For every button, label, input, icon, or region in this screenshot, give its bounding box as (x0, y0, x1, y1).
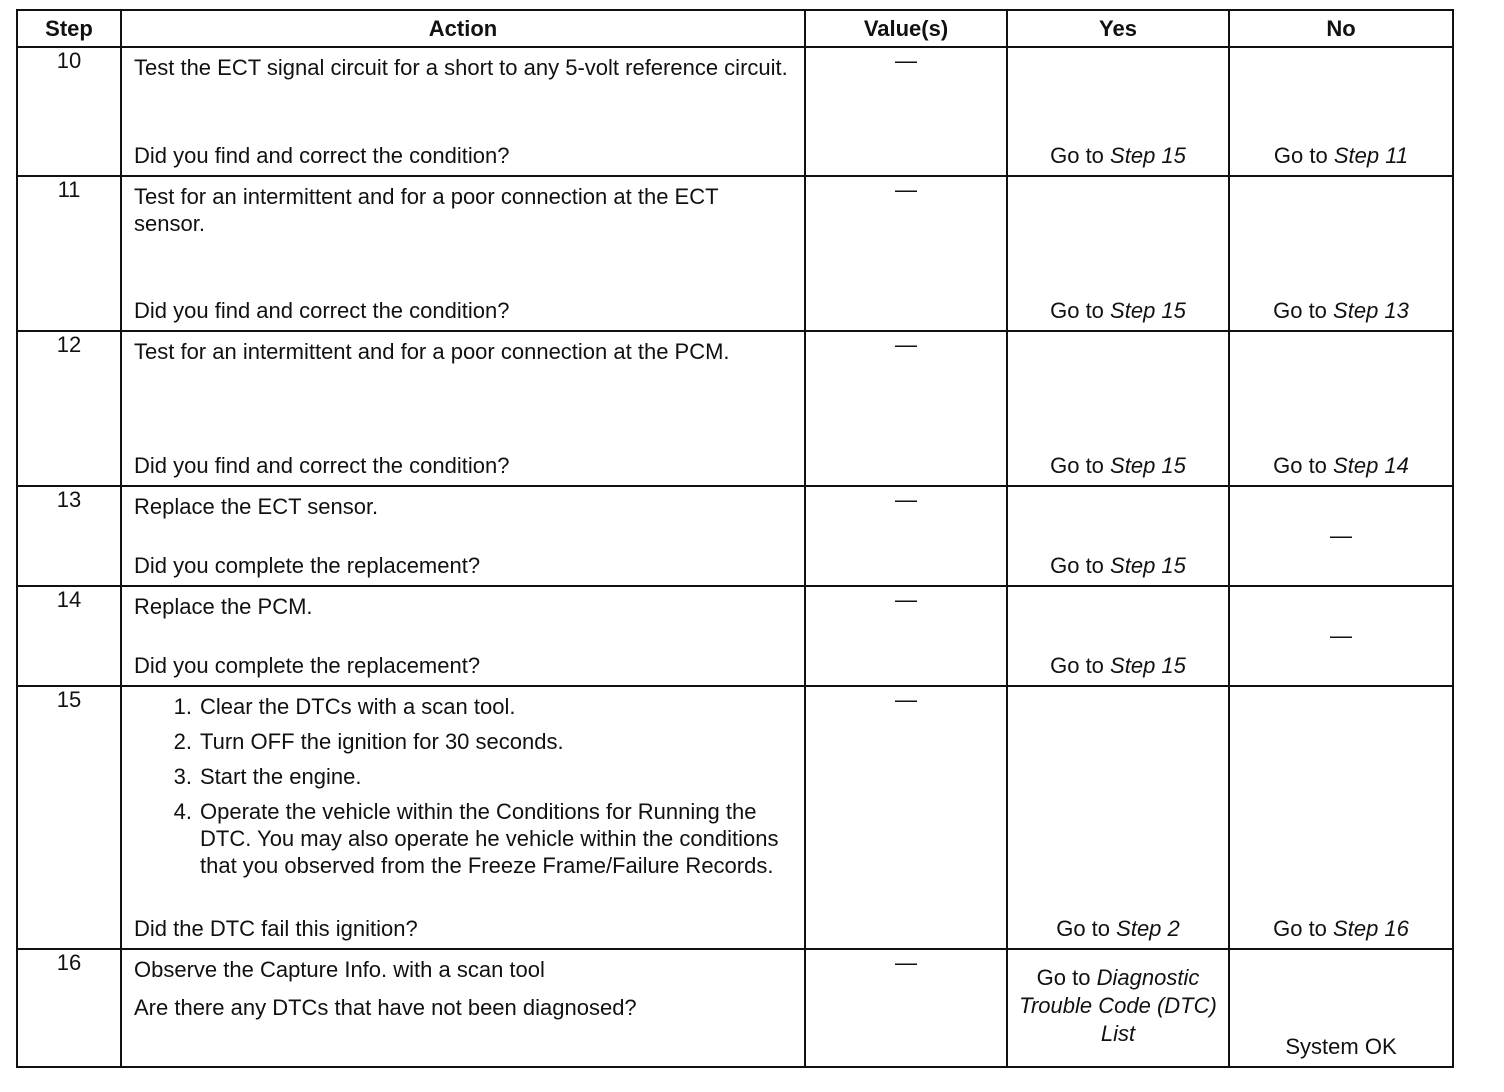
action-cell (121, 331, 805, 486)
value-cell: — (805, 331, 1007, 486)
no-step-link[interactable]: Step 11 (1333, 143, 1409, 168)
header-values: Value(s) (805, 10, 1007, 47)
go-to-text: Go to (1273, 916, 1327, 941)
no-cell (1229, 176, 1453, 331)
action-text: Observe the Capture Info. with a scan tool (134, 957, 545, 982)
table-row (17, 686, 1453, 949)
table-row (17, 586, 1453, 686)
action-cell (121, 486, 805, 586)
step-number: 13 (17, 486, 121, 586)
step-number: 12 (17, 331, 121, 486)
table-row (17, 949, 1453, 1067)
list-item: 1. Clear the DTCs with a scan tool. (173, 694, 516, 719)
list-item: 4. Operate the vehicle within the Conditions for Running the DTC. You may also operate he vehicle within the conditions that you observed from the Freeze Frame/Failure Records. (173, 799, 779, 878)
action-cell (121, 586, 805, 686)
yes-cell (1007, 949, 1229, 1067)
go-to-text: Go to (1050, 653, 1104, 678)
go-to-text: Go to (1273, 298, 1327, 323)
no-step-link[interactable]: Step 13 (1333, 298, 1409, 323)
step-number: 11 (17, 176, 121, 331)
table-row (17, 486, 1453, 586)
action-text: Test the ECT signal circuit for a short to any 5-volt reference circuit. (134, 55, 788, 80)
value-cell: — (805, 586, 1007, 686)
action-text: Replace the ECT sensor. (134, 494, 379, 519)
action-cell (121, 949, 805, 1067)
go-to-text: Go to (1036, 965, 1091, 990)
header-action: Action (121, 10, 805, 47)
go-to-text: Go to (1050, 143, 1104, 168)
no-cell (1229, 686, 1453, 949)
header-row (17, 10, 1453, 47)
yes-step-link[interactable]: Step 15 (1110, 453, 1186, 478)
yes-step-link[interactable]: Step 15 (1110, 143, 1186, 168)
action-text: Test for an intermittent and for a poor connection at the ECT sensor. (134, 184, 719, 236)
list-item: 2. Turn OFF the ignition for 30 seconds. (173, 729, 564, 754)
diagnostic-table (16, 9, 1454, 1068)
action-text: Replace the PCM. (134, 594, 313, 619)
header-no: No (1229, 10, 1453, 47)
no-cell (1229, 47, 1453, 176)
yes-step-link[interactable]: Step 15 (1110, 653, 1186, 678)
value-cell: — (805, 47, 1007, 176)
go-to-text: Go to (1273, 143, 1328, 168)
list-item: 3. Start the engine. (173, 764, 362, 789)
no-cell (1229, 486, 1453, 586)
table-row (17, 47, 1453, 176)
action-cell (121, 176, 805, 331)
step-number: 16 (17, 949, 121, 1067)
value-cell: — (805, 949, 1007, 1067)
yes-cell (1007, 586, 1229, 686)
no-dash: — (1330, 623, 1352, 648)
action-question: Did you complete the replacement? (134, 653, 481, 678)
header-step: Step (17, 10, 121, 47)
system-ok-text: System OK (1285, 1034, 1397, 1059)
no-cell (1229, 586, 1453, 686)
value-cell: — (805, 486, 1007, 586)
step-number: 14 (17, 586, 121, 686)
go-to-text: Go to (1056, 916, 1111, 941)
go-to-text: Go to (1273, 453, 1327, 478)
action-question: Are there any DTCs that have not been diagnosed? (134, 995, 637, 1020)
step-number: 10 (17, 47, 121, 176)
no-step-link[interactable]: Step 16 (1333, 916, 1409, 941)
action-question: Did the DTC fail this ignition? (134, 916, 418, 941)
table-row (17, 331, 1453, 486)
table-row (17, 176, 1453, 331)
yes-step-link[interactable]: Step 15 (1110, 298, 1186, 323)
action-question: Did you complete the replacement? (134, 553, 481, 578)
header-yes: Yes (1007, 10, 1229, 47)
no-cell (1229, 949, 1453, 1067)
no-cell (1229, 331, 1453, 486)
go-to-text: Go to (1050, 553, 1104, 578)
yes-cell (1007, 331, 1229, 486)
yes-cell (1007, 47, 1229, 176)
action-question: Did you find and correct the condition? (134, 453, 510, 478)
yes-step-link[interactable]: Step 2 (1116, 916, 1180, 941)
yes-cell (1007, 176, 1229, 331)
value-cell: — (805, 176, 1007, 331)
no-dash: — (1330, 523, 1352, 548)
action-cell (121, 686, 805, 949)
value-cell: — (805, 686, 1007, 949)
step-number: 15 (17, 686, 121, 949)
action-cell (121, 47, 805, 176)
yes-cell (1007, 686, 1229, 949)
go-to-text: Go to (1050, 453, 1104, 478)
procedure-list (134, 693, 794, 887)
yes-step-link[interactable]: Step 15 (1110, 553, 1186, 578)
action-text: Test for an intermittent and for a poor connection at the PCM. (134, 339, 730, 364)
yes-cell (1007, 486, 1229, 586)
action-question: Did you find and correct the condition? (134, 298, 510, 323)
go-to-text: Go to (1050, 298, 1104, 323)
yes-dtc-list-link[interactable]: Diagnostic Trouble Code (DTC) List (1019, 965, 1217, 1046)
action-question: Did you find and correct the condition? (134, 143, 510, 168)
no-step-link[interactable]: Step 14 (1333, 453, 1409, 478)
